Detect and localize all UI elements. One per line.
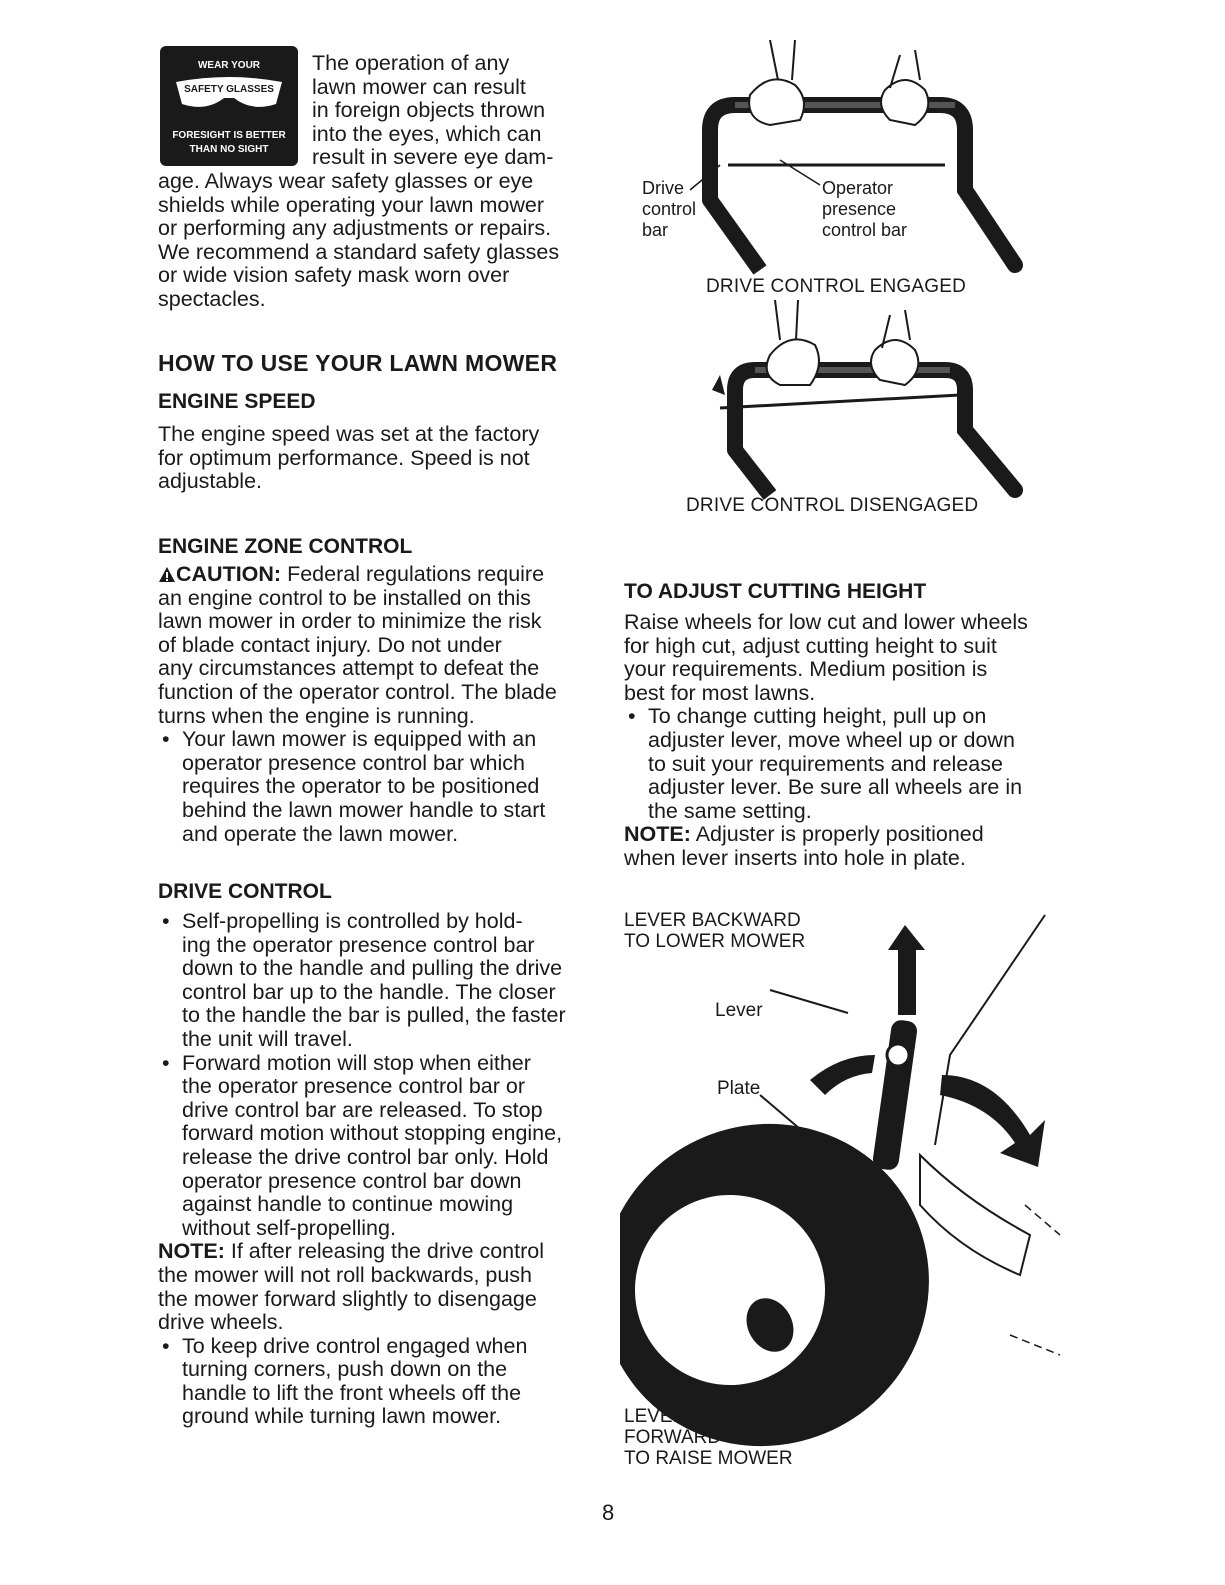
text-line: LEVER — [624, 1406, 687, 1427]
text-line: Adjuster is properly positioned — [695, 822, 984, 847]
text-line: We recommend a standard safety glasses — [158, 239, 560, 264]
warning-triangle-icon — [158, 566, 176, 583]
text-line: Raise wheels for low cut and lower wheels — [624, 610, 1028, 634]
text-line: The operation of any — [312, 51, 510, 75]
text-line: of blade contact injury. Do not under — [158, 632, 502, 657]
text-line: release the drive control bar only. Hold — [182, 1144, 549, 1169]
text-line: result in severe eye dam- — [312, 145, 554, 170]
text-line: adjustable. — [158, 469, 262, 494]
text-line: operator presence control bar down — [182, 1168, 522, 1193]
caution-label: CAUTION: — [176, 562, 282, 586]
text-line: Drive — [642, 178, 685, 198]
text-line: behind the lawn mower handle to start — [182, 797, 546, 822]
text-line: adjuster lever. Be sure all wheels are in — [648, 775, 1023, 800]
safety-glasses-badge — [160, 46, 298, 166]
text-line: control bar up to the handle. The closer — [182, 979, 556, 1004]
text-line: drive wheels. — [158, 1310, 284, 1335]
drive-control-bar-label — [642, 178, 696, 241]
text-line: or performing any adjustments or repairs. — [158, 216, 552, 241]
text-line: requires the operator to be positioned — [182, 774, 540, 799]
caution-line — [158, 563, 598, 587]
text-line: spectacles. — [158, 286, 266, 311]
text-line: to the handle the bar is pulled, the faster — [182, 1003, 566, 1028]
text-line: ing the operator presence control bar — [182, 932, 535, 957]
text-line: adjuster lever, move wheel up or down — [648, 727, 1015, 752]
text-line: for high cut, adjust cutting height to suit — [624, 633, 997, 658]
text-line: your requirements. Medium position is — [624, 657, 988, 682]
text-line: LEVER BACKWARD — [624, 910, 801, 931]
wheel-adjuster-illustration — [620, 905, 1070, 1475]
text-line: in foreign objects thrown — [312, 98, 546, 123]
text-line: • To keep drive control engaged when — [182, 1333, 528, 1358]
badge-line-3: FORESIGHT IS BETTER — [172, 130, 286, 141]
caption-engaged: DRIVE CONTROL ENGAGED — [706, 276, 967, 297]
list-item — [158, 1335, 598, 1429]
cutting-height-heading: TO ADJUST CUTTING HEIGHT — [624, 580, 927, 603]
text-line: Federal regulations require — [287, 562, 545, 586]
engine-zone-text — [158, 563, 598, 846]
text-line: Operator — [822, 178, 894, 198]
text-line: control — [642, 199, 697, 219]
operator-presence-label — [822, 178, 907, 241]
page-number: 8 — [602, 1500, 615, 1525]
lever-label: Lever — [715, 1000, 763, 1021]
badge-line-2: SAFETY GLASSES — [184, 84, 274, 95]
intro-full-text — [158, 170, 598, 312]
text-line: for optimum performance. Speed is not — [158, 445, 530, 470]
text-line: the mower will not roll backwards, push — [158, 1262, 533, 1287]
drive-control-heading: DRIVE CONTROL — [158, 880, 332, 903]
text-line: TO RAISE MOWER — [624, 1448, 793, 1469]
text-line: lawn mower in order to minimize the risk — [158, 609, 542, 634]
text-line: If after releasing the drive control — [230, 1239, 544, 1264]
text-line: drive control bar are released. To stop — [182, 1097, 543, 1122]
text-line: the same setting. — [648, 798, 812, 823]
text-line: an engine control to be installed on this — [158, 585, 531, 610]
list-item — [158, 728, 598, 846]
handle-engaged-illustration — [620, 40, 1040, 280]
lever-backward-label — [624, 910, 805, 952]
list-item — [158, 1052, 598, 1241]
text-line: best for most lawns. — [624, 680, 816, 705]
text-line: to suit your requirements and release — [648, 751, 1003, 776]
text-line: turning corners, push down on the — [182, 1357, 508, 1382]
text-line: ground while turning lawn mower. — [182, 1404, 502, 1429]
drive-control-text — [158, 910, 598, 1429]
text-line: • Self-propelling is controlled by hold- — [182, 909, 523, 933]
note-label: NOTE: — [624, 822, 691, 847]
text-line: age. Always wear safety glasses or eye — [158, 169, 534, 193]
list-item — [624, 705, 1064, 823]
list-item — [158, 910, 598, 1052]
note-line — [158, 1240, 598, 1264]
engine-zone-heading: ENGINE ZONE CONTROL — [158, 535, 413, 558]
text-line: forward motion without stopping engine, — [182, 1121, 563, 1146]
text-line: without self-propelling. — [182, 1215, 396, 1240]
text-line: lawn mower can result — [312, 74, 526, 99]
handle-disengaged-illustration — [620, 300, 1040, 500]
text-line: function of the operator control. The blade — [158, 679, 557, 704]
text-line: • To change cutting height, pull up on — [648, 704, 987, 729]
text-line: any circumstances attempt to defeat the — [158, 656, 540, 681]
note-line — [624, 823, 1064, 847]
text-line: or wide vision safety mask worn over — [158, 263, 510, 288]
lever-forward-label — [624, 1406, 793, 1469]
text-line: control bar — [822, 220, 908, 240]
text-line: operator presence control bar which — [182, 750, 525, 775]
text-line: when lever inserts into hole in plate. — [624, 845, 966, 870]
badge-line-4: THAN NO SIGHT — [189, 144, 269, 155]
plate-label: Plate — [717, 1078, 761, 1099]
text-line: • Forward motion will stop when either — [182, 1050, 531, 1075]
intro-wrap-text — [312, 52, 602, 170]
how-to-use-heading: HOW TO USE YOUR LAWN MOWER — [158, 350, 558, 376]
text-line: handle to lift the front wheels off the — [182, 1380, 522, 1405]
text-line: • Your lawn mower is equipped with an — [182, 727, 537, 752]
cutting-height-text — [624, 611, 1064, 871]
caption-disengaged: DRIVE CONTROL DISENGAGED — [686, 495, 979, 516]
text-line: presence — [822, 199, 897, 219]
text-line: the operator presence control bar or — [182, 1074, 526, 1099]
badge-line-1: WEAR YOUR — [197, 60, 261, 71]
text-line: bar — [642, 220, 669, 240]
text-line: down to the handle and pulling the drive — [182, 956, 563, 981]
text-line: the unit will travel. — [182, 1026, 353, 1051]
engine-speed-text — [158, 423, 598, 494]
text-line: TO LOWER MOWER — [624, 931, 806, 952]
text-line: the mower forward slightly to disengage — [158, 1286, 537, 1311]
note-label: NOTE: — [158, 1239, 225, 1264]
text-line: and operate the lawn mower. — [182, 821, 459, 846]
text-line: shields while operating your lawn mower — [158, 192, 544, 217]
engine-speed-heading: ENGINE SPEED — [158, 390, 316, 413]
text-line: FORWARD — [624, 1427, 722, 1448]
text-line: turns when the engine is running. — [158, 703, 475, 728]
text-line: into the eyes, which can — [312, 121, 542, 146]
text-line: against handle to continue mowing — [182, 1192, 514, 1217]
text-line: The engine speed was set at the factory — [158, 422, 540, 446]
